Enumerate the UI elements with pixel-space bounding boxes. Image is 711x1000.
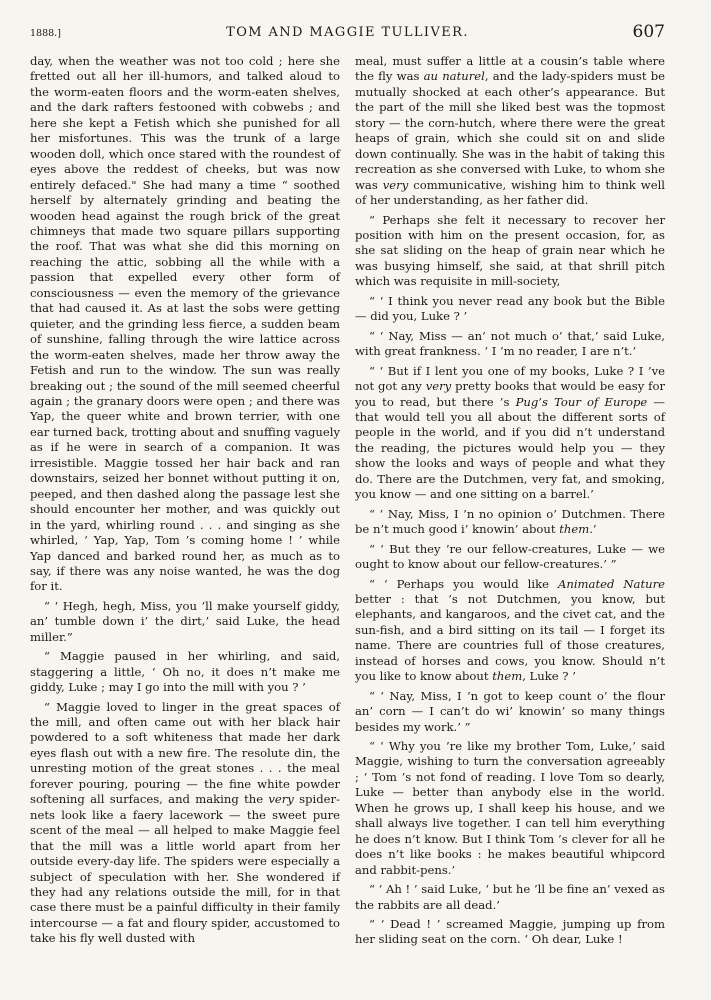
paragraph: “ ‘ Perhaps you would like Animated Nature better : that ’s not Dutchmen, you know, but elephants, and kangaroos, and the civet cat, and the sun-fish, and a bird sitting on its tail — I forget its name. There are countries full of those creatures, instead of horses and cows, you know. Should n’t you like to know about them, Luke ? ’ [355, 576, 665, 684]
right-column [355, 54, 665, 951]
paragraph: “ ‘ Nay, Miss, I ’n got to keep count o’ the flour an’ corn — I can’t do wi’ knowin’ so many things besides my work.’ ” [355, 688, 665, 734]
paragraph: “ ‘ Why you ’re like my brother Tom, Luke,’ said Maggie, wishing to turn the conversation agreeably ; ‘ Tom ’s not fond of reading. I love Tom so dearly, Luke — better than anybody else in the world. When he grows up, I shall keep his house, and we shall always live together. I can tell him everything he does n’t know. But I think Tom ’s clever for all he does n’t like books : he makes beautiful whipcord and rabbit-pens.’ [355, 739, 665, 877]
paragraph: “ ‘ But they ’re our fellow-creatures, Luke — we ought to know about our fellow-creatures.’ ” [355, 541, 665, 572]
paragraph: “ ‘ Dead ! ’ screamed Maggie, jumping up from her sliding seat on the corn. ‘ Oh dear, Luke ! [355, 917, 665, 947]
paragraph: “ Maggie loved to linger in the great spaces of the mill, and often came out with her black hair powdered to a soft whiteness that made her dark eyes flash out with a new fire. The resolute din, the unresting motion of the great stones . . . the meal forever pouring, pouring — the fine white powder softening all surfaces, and making the very spider-nets look like a faery lacework — the sweet pure scent of the meal — all helped to make Maggie feel that the mill was a little world apart from her outside every-day life. The spiders were especially a subject of speculation with her. She wondered if they had any relations outside the mill, for in that case there must be a painful difficulty in their family intercourse — a fat and floury spider, accustomed to take his fly well dusted with [30, 699, 340, 946]
paragraph: “ ‘ Ah ! ’ said Luke, ‘ but he ’ll be fine an’ vexed as the rabbits are all dead.’ [355, 882, 665, 912]
paragraph: “ ‘ Nay, Miss — an’ not much o’ that,’ said Luke, with great frankness. ‘ I ’m no reader, I are n’t.’ [355, 328, 665, 359]
paragraph: “ ‘ Nay, Miss, I ’n no opinion o’ Dutchmen. There be n’t much good i’ knowin’ about them.’ [355, 506, 665, 537]
paragraph: “ Perhaps she felt it necessary to recover her position with him on the present occasion, for, as she sat sliding on the heap of grain near which he was busying himself, she said, at that shrill pitch which was requisite in mill-society, [355, 212, 665, 289]
paragraph: day, when the weather was not too cold ; here she fretted out all her ill-humors, and talked aloud to the worm-eaten floors and the worm-eaten shelves, and the dark rafters festooned with cobwebs ; and here she kept a Fetish which she punished for all her misfortunes. This was the trunk of a large wooden doll, which once stared with the roundest of eyes above the reddest of cheeks, but was now entirely defaced." She had many a time “ soothed herself by alternately grinding and beating the wooden head against the rough brick of the great chimneys that made two square pillars supporting the roof. That was what she did this morning on reaching the attic, sobbing all the while with a passion that expelled every other form of consciousness — even the memory of the grievance that had caused it. As at last the sobs were getting quieter, and the grinding less fierce, a sudden beam of sunshine, falling through the wire lattice across the worm-eaten shelves, made her throw away the Fetish and run to the window. The sun was really breaking out ; the sound of the mill seemed cheerful again ; the granary doors were open ; and there was Yap, the queer white and brown terrier, with one ear turned back, trotting about and snuffing vaguely as if he were in search of a companion. It was irresistible. Maggie tossed her hair back and ran downstairs, seized her bonnet without putting it on, peeped, and then dashed along the passage lest she should encounter her mother, and was quickly out in the yard, whirling round . . . and singing as she whirled, ‘ Yap, Yap, Tom ’s coming home ! ’ while Yap danced and barked round her, as much as to say, if there was any noise wanted, he was the dog for it. [30, 54, 340, 594]
paragraph: “ ‘ But if I lent you one of my books, Luke ? I ’ve not got any very pretty books that would be easy for you to read, but there ’s Pug’s Tour of Europe — that would tell you all about the different sorts of people in the world, and if you did n’t understand the reading, the pictures would help you — they show the looks and ways of people and what they do. There are the Dutchmen, very fat, and smoking, you know — and one sitting on a barrel.’ [355, 363, 665, 502]
running-header [30, 22, 665, 48]
text-columns [30, 54, 665, 951]
paragraph: “ Maggie paused in her whirling, and said, staggering a little, ‘ Oh no, it does n’t make me giddy, Luke ; may I go into the mill with you ? ’ [30, 649, 340, 695]
running-title: TOM AND MAGGIE TULLIVER. [226, 25, 469, 40]
paragraph: meal, must suffer a little at a cousin’s table where the fly was au naturel, and the lady-spiders must be mutually shocked at each other’s appearance. But the part of the mill she liked best was the topmost story — the corn-hutch, where there were the great heaps of grain, which she could sit on and slide down continually. She was in the habit of taking this recreation as she conversed with Luke, to whom she was very communicative, wishing him to think well of her understanding, as her father did. [355, 54, 665, 208]
issue-year: 1888.] [30, 28, 61, 39]
page-number: 607 [632, 22, 665, 42]
paragraph: “ ‘ I think you never read any book but the Bible — did you, Luke ? ’ [355, 293, 665, 324]
paragraph: “ ‘ Hegh, hegh, Miss, you ’ll make yourself giddy, an’ tumble down i’ the dirt,’ said Luke, the head miller.” [30, 598, 340, 644]
left-column [30, 54, 340, 951]
